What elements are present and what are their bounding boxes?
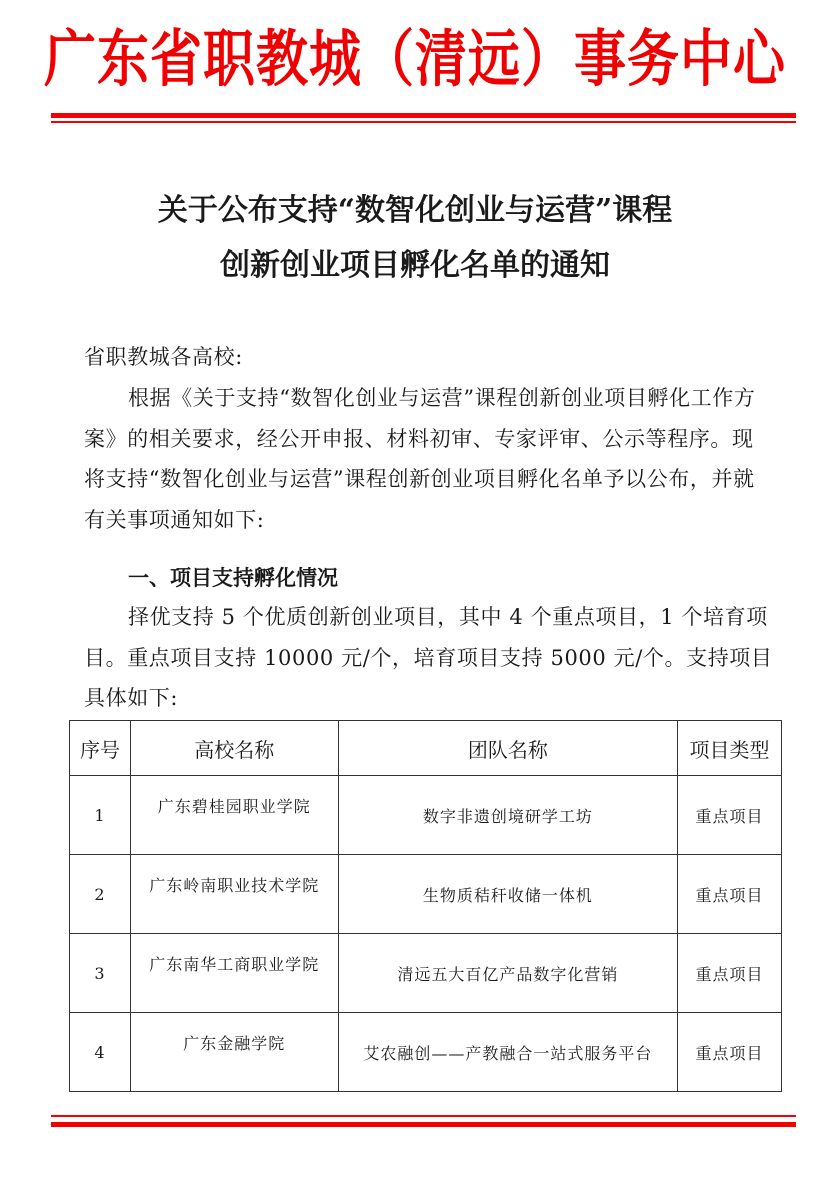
project-table [69,720,782,1092]
col-header-type: 项目类型 [678,721,782,776]
footer-rule-thick [51,1122,796,1127]
cell-no: 2 [70,855,131,934]
section-heading: 一、项目支持孵化情况 [128,566,338,590]
cell-team: 生物质秸秆收储一体机 [338,855,678,934]
table-row [70,934,782,1013]
cell-school: 广东岭南职业技术学院 [130,855,338,934]
cell-no: 3 [70,934,131,1013]
cell-team: 数字非遗创境研学工坊 [338,776,678,855]
intro-paragraph: 根据《关于支持“数智化创业与运营”课程创新创业项目孵化工作方案》的相关要求，经公开申报、材料初审、专家评审、公示等程序。现将支持“数智化创业与运营”课程创新创业项目孵化名单予以公布，并就有关事项通知如下: [84,386,756,532]
cell-team: 清远五大百亿产品数字化营销 [338,934,678,1013]
cell-type: 重点项目 [678,855,782,934]
cell-school: 广东碧桂园职业学院 [130,776,338,855]
cell-type: 重点项目 [678,776,782,855]
cell-no: 4 [70,1013,131,1092]
col-header-school: 高校名称 [130,721,338,776]
document-title-line1: 关于公布支持“数智化创业与运营”课程 [157,193,673,228]
document-title-line2: 创新创业项目孵化名单的通知 [220,248,610,283]
table-row [70,855,782,934]
cell-school: 广东金融学院 [130,1013,338,1092]
table-row [70,776,782,855]
footer-rule-thin [51,1115,796,1117]
masthead-rule-thin [51,121,796,123]
support-paragraph: 择优支持 5 个优质创新创业项目，其中 4 个重点项目，1 个培育项目。重点项目支持 10000 元/个，培育项目支持 5000 元/个。支持项目具体如下: [84,605,773,710]
col-header-team: 团队名称 [338,721,678,776]
table-row [70,1013,782,1092]
masthead-rule-thick [51,113,796,118]
cell-type: 重点项目 [678,934,782,1013]
table-header-row [70,721,782,776]
cell-school: 广东南华工商职业学院 [130,934,338,1013]
salutation: 省职教城各高校: [84,345,243,369]
cell-no: 1 [70,776,131,855]
organization-name: 广东省职教城（清远）事务中心 [43,23,786,96]
cell-team: 艾农融创——产教融合一站式服务平台 [338,1013,678,1092]
col-header-no: 序号 [70,721,131,776]
organization-masthead [0,23,830,96]
cell-type: 重点项目 [678,1013,782,1092]
